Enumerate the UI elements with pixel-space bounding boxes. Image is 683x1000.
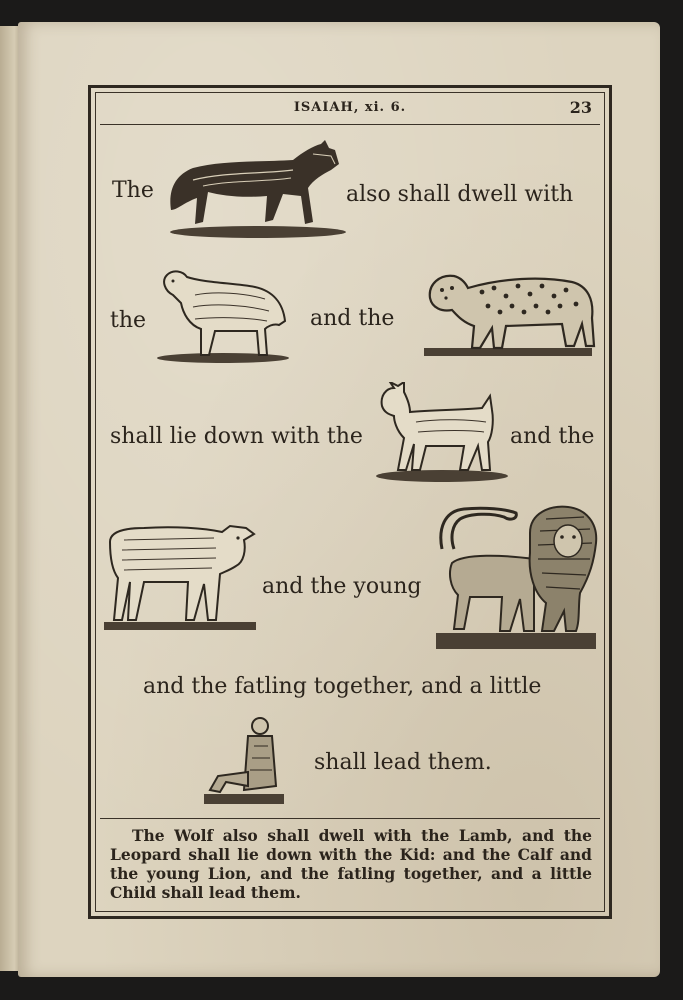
rebus-text-line4: and the young bbox=[262, 574, 422, 599]
rebus-text-line3: shall lie down with the bbox=[110, 424, 363, 449]
rebus-text-line3b: and the bbox=[510, 424, 595, 449]
page-number: 23 bbox=[569, 98, 592, 117]
verse-caption: The Wolf also shall dwell with the Lamb, and the Leopard shall lie down with the Kid: and the Calf and the young Lion, and the fatling together, and a little Child shall lead them. bbox=[110, 826, 592, 902]
kid-woodcut-icon bbox=[372, 382, 510, 484]
page-header bbox=[100, 98, 600, 122]
rebus-word-the-2: the bbox=[110, 308, 147, 333]
rebus-text-line1: also shall dwell with bbox=[346, 182, 574, 207]
lion-woodcut-icon bbox=[434, 503, 600, 653]
wolf-woodcut-icon bbox=[163, 140, 348, 240]
header-rule bbox=[100, 124, 600, 125]
rebus-text-line5: and the fatling together, and a little bbox=[143, 674, 542, 699]
leopard-woodcut-icon bbox=[422, 268, 597, 360]
child-woodcut-icon bbox=[204, 716, 286, 806]
running-head: ISAIAH, xi. 6. bbox=[293, 100, 407, 115]
rebus-text-line6: shall lead them. bbox=[314, 750, 492, 775]
lamb-woodcut-icon bbox=[155, 265, 290, 365]
rebus-word-the: The bbox=[112, 178, 154, 203]
calf-woodcut-icon bbox=[104, 522, 259, 634]
rebus-text-line2: and the bbox=[310, 306, 395, 331]
caption-rule bbox=[100, 818, 600, 819]
